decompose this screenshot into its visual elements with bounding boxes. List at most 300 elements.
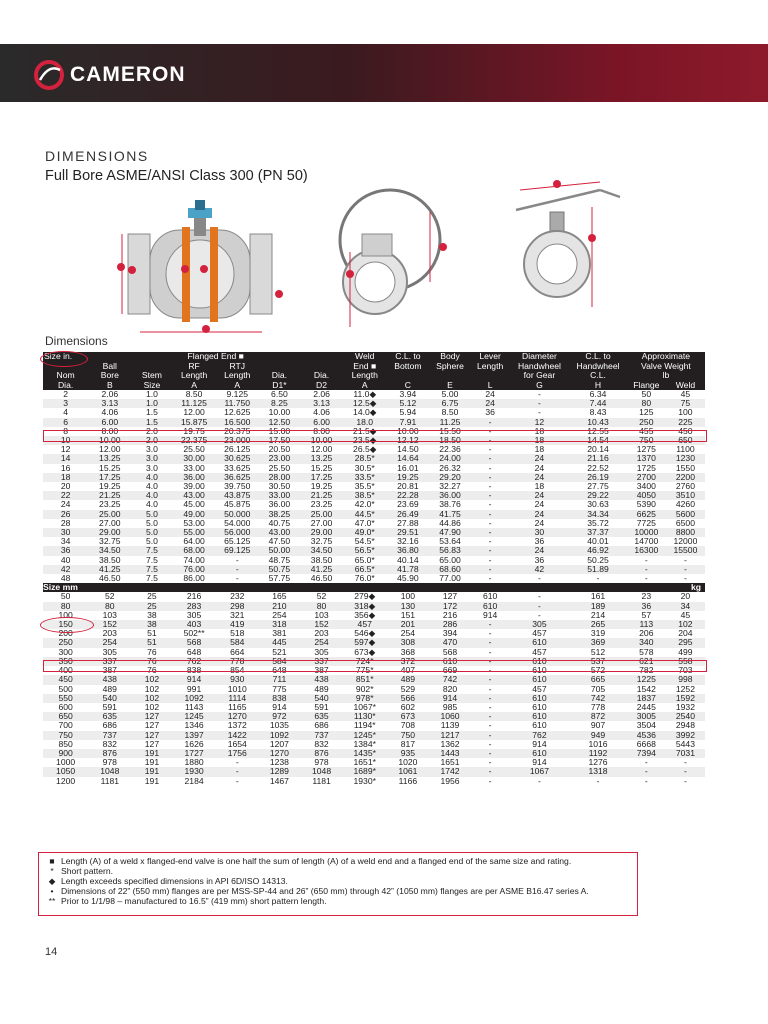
table-cell: 381 [272,629,287,639]
table-cell: 25.50 [268,463,291,473]
table-cell: - [488,500,492,510]
table-cell: 10.00 [397,426,419,436]
header-flanged-end: Flanged End ■ [173,352,259,362]
table-cell: 610 [532,702,547,712]
footnote-mark: ■ [49,856,55,866]
table-cell: - [488,445,492,455]
page-subtitle: Full Bore ASME/ANSI Class 300 (PN 50) [45,168,308,184]
table-cell: 610 [482,592,498,602]
table-cell: 225 [666,418,705,427]
table-cell: 686 [102,721,117,731]
table-cell: 18 [510,436,570,445]
table-cell: 1067 [510,767,570,776]
table-cell: 14.50 [397,445,419,455]
table-cell: 76 [131,657,172,666]
table-cell: 14.54 [569,436,627,445]
table-cell: 43.00 [173,491,216,500]
table-cell: 1550 [675,463,695,473]
table-cell: 201 [386,620,429,629]
footnote [43,886,633,896]
table-cell: 2540 [666,712,705,721]
table-cell: - [644,776,648,786]
table-cell: 300 [58,647,73,657]
table-cell: 24 [485,390,495,399]
table-cell: 38.50 [99,555,121,565]
table-cell: 10 [43,436,88,445]
table-cell: 700 [58,721,73,731]
table-cell: 18.50 [429,436,470,445]
table-cell: 5600 [666,510,705,519]
table-cell: 914 [272,702,287,712]
table-cell: 53.64 [439,537,461,547]
table-cell: 2200 [666,473,705,482]
table-cell: 4.0 [145,500,158,510]
table-cell: 40.75 [268,518,291,528]
table-cell: 36 [43,546,88,555]
table-row [43,546,705,555]
table-row [43,565,705,574]
table-cell: 1048 [300,767,343,776]
table-cell: 279◆ [354,592,376,602]
table-label: Dimensions [45,334,108,348]
table-cell: 1362 [440,739,460,749]
table-cell: 100 [678,408,693,418]
table-cell: 24 [510,473,570,482]
table-cell: 1252 [675,684,695,694]
table-cell: - [683,758,687,768]
table-row [43,767,705,776]
table-cell: 5443 [675,739,695,749]
table-cell: 610 [510,694,570,703]
table-cell: 50.25 [587,555,609,565]
table-cell: 24 [510,491,570,500]
table-cell: - [666,565,705,574]
table-cell: 50.75 [259,565,300,574]
table-cell: 1217 [429,731,470,740]
footnote-text: Short pattern. [61,866,114,876]
table-cell: 20.14 [587,445,609,455]
table-cell: 540 [300,694,343,703]
table-row [43,629,705,638]
table-cell: 1725 [636,463,656,473]
table-cell: 457 [532,684,547,694]
table-header: Size in. Flanged End ■ Weld C.L. to Body Lever Diameter C.L. to Approximate Ball RF RTJ End ■ Bottom Sphere Length Handwheel Handwheel Valve Weight Nom Bore Stem Length Length Dia. Dia. Length for Gear C.L. lb Dia. B Size A A D1* D2 A C E L G H Flange Weld [43,352,705,390]
footnote-mark: ◆ [48,876,56,886]
table-cell: 8.50 [185,390,203,399]
table-cell: 32.75 [99,537,121,547]
table-cell: 305 [314,647,329,657]
table-cell: 30.5* [354,463,375,473]
table-cell: 29.22 [569,491,627,500]
table-cell: 1020 [398,758,418,768]
table-cell: - [235,776,239,786]
table-cell: 1.0 [131,399,172,408]
table-row [43,675,705,684]
table-cell: 648 [186,647,202,657]
table-cell: 1200 [56,776,76,786]
table-cell: 832 [102,739,117,749]
table-cell: - [488,739,492,749]
table-cell: 254 [272,610,287,620]
table-cell: 24 [60,500,71,510]
footnote-mark: * [50,866,54,876]
table-cell: 3504 [636,721,656,731]
table-cell: 1370 [627,454,666,463]
table-cell: 1050 [43,767,88,776]
table-row [43,500,705,509]
table-cell: 1443 [429,749,470,758]
table-cell: 1061 [386,767,429,776]
table-cell: 44.5* [343,510,386,519]
rows-inch [43,390,705,583]
table-cell: 985 [442,702,458,712]
table-cell: - [471,418,510,427]
table-cell: 502** [183,629,205,639]
table-cell: - [488,666,492,676]
table-cell: 610 [510,749,570,758]
table-cell: 46.50 [310,574,333,584]
table-cell: 26.32 [439,463,461,473]
table-cell: 2700 [627,473,666,482]
table-row [43,390,705,399]
table-cell: 1626 [184,739,204,749]
table-cell: 12000 [673,537,698,547]
table-cell: 914 [173,675,216,684]
table-cell: - [510,602,570,611]
table-cell: 10.43 [569,418,627,427]
table-cell: 15.00 [268,426,291,436]
table-cell: 161 [590,592,606,602]
table-row [43,749,705,758]
footnote [43,896,633,906]
table-cell: 5.0 [145,518,158,528]
table-cell: 40.14 [397,555,419,565]
table-cell: 11.25 [429,418,470,427]
table-cell: 25 [131,602,172,611]
table-row [43,464,705,473]
table-cell: 204 [678,629,693,639]
table-cell: 41.25 [300,565,343,574]
table-cell: 724* [343,657,386,666]
table-cell: - [644,758,648,768]
table-cell: 9.125 [226,390,249,399]
table-cell: - [644,555,648,565]
table-cell: 369 [569,638,627,647]
table-row [43,740,705,749]
header-weld: Weld [343,352,386,362]
table-cell: 56.000 [216,528,259,537]
table-cell: - [471,638,510,647]
table-cell: 200 [58,629,73,639]
table-cell: 998 [666,675,705,684]
table-cell: 11.0◆ [353,390,377,399]
table-cell: 6.34 [589,390,607,399]
table-cell: 665 [569,675,627,684]
table-cell: 4.0 [131,473,172,482]
table-cell: 1384* [353,739,376,749]
table-cell: 35.72 [587,518,609,528]
table-cell: 3.13 [300,399,343,408]
table-cell: 900 [43,749,88,758]
table-cell: - [488,482,492,492]
table-cell: 742 [569,694,627,703]
table-cell: 854 [230,666,245,676]
table-cell: 298 [216,602,259,611]
table-cell: 902* [355,684,374,694]
table-cell: 295 [666,638,705,647]
table-cell: 635 [88,712,131,721]
table-cell: 22.52 [587,463,609,473]
table-cell: 50 [60,592,71,602]
table-cell: 500 [58,684,73,694]
table-cell: 30.625 [216,454,259,463]
table-cell: 3.0 [145,445,158,455]
table-cell: - [538,390,541,399]
table-cell: 8.00 [313,426,330,436]
table-cell: 30.63 [587,500,609,510]
table-cell: - [235,574,239,584]
table-cell: 76.0* [354,574,375,584]
table-cell: 32.27 [439,482,461,492]
table-cell: 305 [102,647,117,657]
table-cell: 1422 [216,731,259,740]
table-cell: 851* [343,675,386,684]
table-cell: 1654 [227,739,247,749]
brand-logo [34,60,186,90]
table-cell: 28.00 [259,473,300,482]
table-cell: 337 [300,657,343,666]
table-cell: 30 [510,528,570,537]
table-cell: 15500 [666,546,705,555]
table-cell: 850 [58,739,73,749]
table-cell: 191 [144,776,160,786]
table-row [43,418,705,427]
gear-operator-diagram [340,190,447,327]
table-cell: 56.83 [429,546,470,555]
table-cell: 438 [300,675,343,684]
table-cell: 648 [272,666,287,676]
table-cell: 7.91 [386,418,429,427]
table-cell: 1542 [636,684,656,694]
table-cell: 308 [386,638,429,647]
table-row [43,758,705,767]
table-cell: 57.75 [268,574,291,584]
table-cell: 103 [102,610,117,620]
table-cell: 76.00 [173,565,216,574]
table-cell: - [488,463,492,473]
table-cell: 445 [259,638,300,647]
table-cell: 2184 [184,776,204,786]
table-cell: - [471,454,510,463]
table-cell: 708 [400,721,416,731]
table-cell: 1.5 [131,418,172,427]
table-row [43,666,705,675]
table-cell: 750 [386,731,429,740]
table-cell: 1435* [343,749,386,758]
table-cell: 10.00 [268,408,291,418]
table-cell: 5390 [636,500,656,510]
table-row [43,537,705,546]
table-cell: 650 [43,712,88,721]
table-cell: - [471,620,510,629]
table-row [43,703,705,712]
table-cell: 25.50 [183,445,205,455]
table-cell: 489 [102,684,117,694]
table-cell: 16.500 [216,418,259,427]
table-cell: 8 [63,426,68,436]
table-cell: 20 [680,592,691,602]
table-cell: 44.86 [439,518,461,528]
table-cell: 55.00 [173,528,216,537]
table-cell: 65.00 [439,555,461,565]
table-cell: 450 [678,426,693,436]
table-cell: 737 [300,731,343,740]
table-cell: 457 [532,629,547,639]
table-cell: 151 [400,610,416,620]
table-cell: 7.5 [131,546,172,555]
table-cell: 127 [131,712,172,721]
table-cell: 4.0 [131,491,172,500]
table-cell: 321 [230,610,245,620]
table-cell: 2760 [675,482,695,492]
footnote-text: Length exceeds specified dimensions in API 6D/ISO 14313. [61,876,288,886]
table-cell: 34 [60,537,71,547]
table-cell: 5.00 [441,390,459,399]
table-cell: 113 [627,620,666,629]
table-cell: 152 [300,620,343,629]
table-cell: 387 [102,666,117,676]
table-cell: 3.0 [145,463,158,473]
table-cell: 5.94 [399,408,417,418]
table-cell: - [471,694,510,703]
table-cell: 1207 [269,739,289,749]
table-cell: 838 [259,694,300,703]
table-cell: 21.25 [88,491,131,500]
table-cell: 42 [43,565,88,574]
table-cell: 102 [131,675,172,684]
table-cell: - [644,574,648,584]
table-cell: 550 [43,694,88,703]
table-cell: 28 [60,518,71,528]
table-cell: 27.88 [397,518,419,528]
table-cell: 45.00 [183,500,205,510]
table-cell: 12.00 [183,408,205,418]
brand-name: CAMERON [70,63,186,86]
table-cell: 33.00 [259,491,300,500]
table-row [43,685,705,694]
table-cell: 283 [173,602,216,611]
table-cell: 876 [300,749,343,758]
table-cell: 568 [442,647,458,657]
table-cell: 12.5◆ [343,399,386,408]
footnote [43,876,633,886]
table-cell: 36.00 [429,491,470,500]
table-cell: 17.25 [300,473,343,482]
table-cell: 52 [105,592,115,602]
table-cell: 930 [216,675,259,684]
table-cell: 39.750 [224,482,251,492]
table-cell: 673◆ [354,647,376,657]
table-row [43,694,705,703]
table-cell: 27.75 [587,482,609,492]
table-cell: 457 [343,620,386,629]
table-cell: 23.00 [259,454,300,463]
table-cell: 1035 [269,721,289,731]
table-cell: 832 [314,739,329,749]
table-cell: 7.5 [145,574,158,584]
table-cell: 40.01 [587,537,609,547]
table-cell: 1245 [173,712,216,721]
table-cell: 40 [60,555,71,565]
table-cell: - [666,767,705,776]
table-cell: 68.60 [429,565,470,574]
table-cell: 14 [43,454,88,463]
table-cell: 470 [429,638,470,647]
table-cell: 775 [272,684,287,694]
table-cell: 127 [442,592,458,602]
table-cell: 21.16 [569,454,627,463]
table-cell: 38 [147,610,157,620]
table-cell: 26.49 [386,510,429,519]
table-cell: 38.25 [259,510,300,519]
table-cell: 152 [88,620,131,629]
table-cell: 102 [144,684,160,694]
table-cell: 742 [429,675,470,684]
table-cell: 914 [482,610,498,620]
table-cell: 42 [510,565,570,574]
table-cell: 12.55 [587,426,609,436]
table-row [43,638,705,647]
table-cell: 558 [666,657,705,666]
table-cell: 566 [386,694,429,703]
table-cell: 24 [471,399,510,408]
table-cell: 512 [590,647,606,657]
table-cell: 521 [272,647,287,657]
table-cell: 1048 [88,767,131,776]
table-cell: 991 [186,684,202,694]
table-cell: 28.5* [343,454,386,463]
table-row [43,454,705,463]
table-row [43,721,705,730]
table-cell: 19.25 [310,482,333,492]
table-cell: 1956 [440,776,460,786]
table-cell: 838 [186,666,202,676]
table-cell: 51 [147,629,157,639]
table-cell: 102 [144,702,160,712]
table-cell: - [488,721,492,731]
table-cell: 24 [534,518,545,528]
table-cell: 24 [534,463,545,473]
table-cell: 165 [272,592,287,602]
table-cell: 350 [43,657,88,666]
table-cell: 47.90 [429,528,470,537]
table-cell: 19.75 [183,426,205,436]
header-kg: kg [627,583,705,592]
table-cell: 1346 [184,721,204,731]
table-cell: 711 [259,675,300,684]
table-cell: - [471,491,510,500]
table-cell: 50.00 [259,546,300,555]
table-row [43,556,705,565]
table-cell: - [683,574,687,584]
table-cell: 876 [88,749,131,758]
table-cell: 216 [186,592,202,602]
table-cell: 6.00 [88,418,131,427]
table-cell: 41.25 [88,565,131,574]
table-cell: 14.0◆ [353,408,377,418]
table-cell: 817 [400,739,416,749]
table-cell: - [471,436,510,445]
